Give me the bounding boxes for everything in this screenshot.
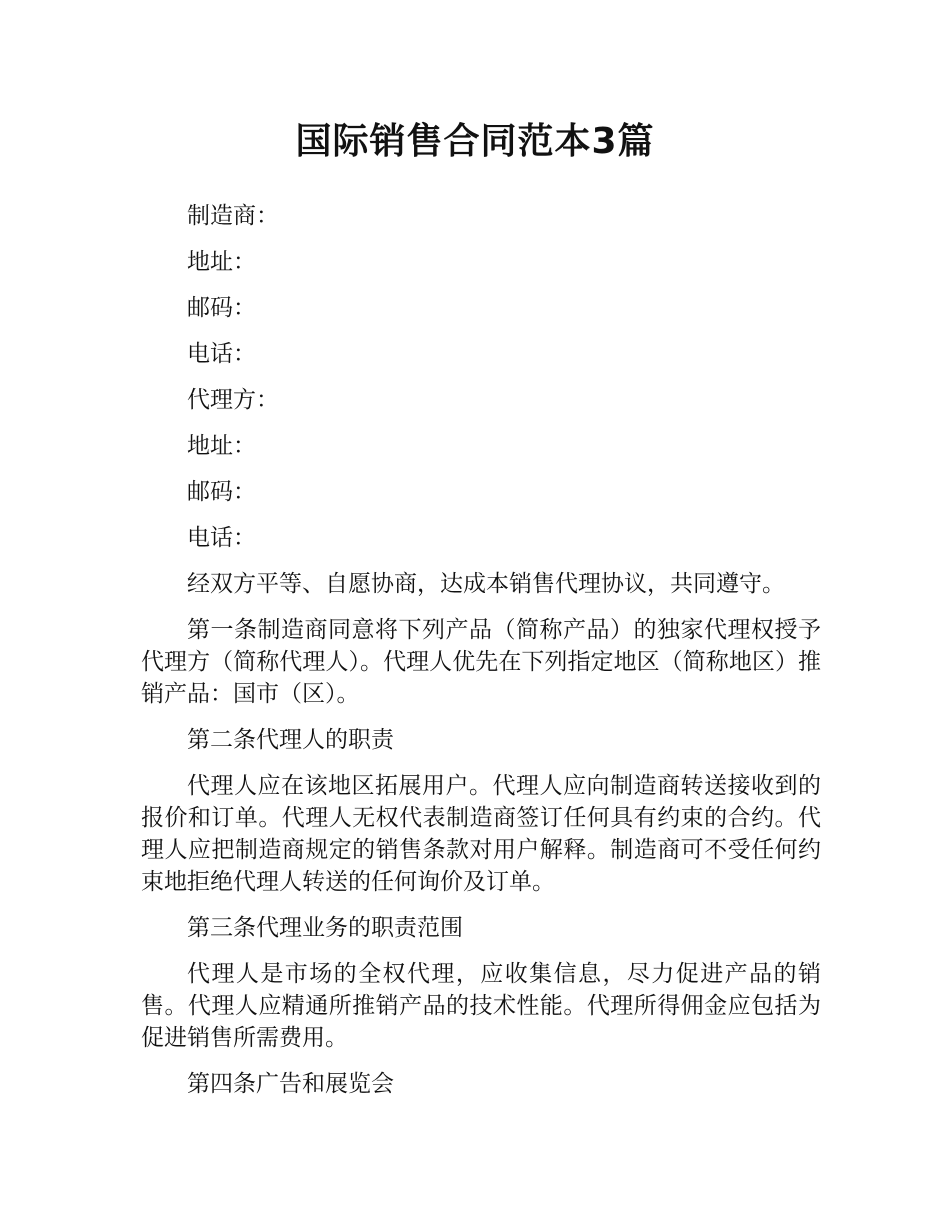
agent-label: 代理方：	[187, 387, 279, 413]
agent-phone-label: 电话：	[187, 525, 256, 551]
article-1-paragraph: 第一条制造商同意将下列产品（简称产品）的独家代理权授予代理方（简称代理人）。代理人优先在下列指定地区（简称地区）推销产品：国市（区）。	[141, 617, 821, 707]
document-body	[141, 200, 821, 1114]
manufacturer-postcode-label: 邮码：	[187, 295, 256, 321]
article-2-paragraph: 代理人应在该地区拓展用户。代理人应向制造商转送接收到的报价和订单。代理人无权代表制造商签订任何具有约束的合约。代理人应把制造商规定的销售条款对用户解释。制造商可不受任何约束地拒绝代理人转送的任何询价及订单。	[141, 773, 821, 895]
document-title: 国际销售合同范本3篇	[295, 121, 655, 162]
article-2-heading: 第二条代理人的职责	[187, 727, 394, 753]
article-3-paragraph: 代理人是市场的全权代理，应收集信息，尽力促进产品的销售。代理人应精通所推销产品的技术性能。代理所得佣金应包括为促进销售所需费用。	[141, 961, 821, 1051]
manufacturer-label: 制造商：	[187, 203, 279, 229]
agreement-intro-paragraph: 经双方平等、自愿协商，达成本销售代理协议，共同遵守。	[187, 571, 785, 597]
manufacturer-phone-label: 电话：	[187, 341, 256, 367]
article-4-heading: 第四条广告和展览会	[187, 1071, 394, 1097]
agent-address-label: 地址：	[187, 433, 256, 459]
article-3-heading: 第三条代理业务的职责范围	[187, 915, 463, 941]
manufacturer-address-label: 地址：	[187, 249, 256, 275]
agent-postcode-label: 邮码：	[187, 479, 256, 505]
